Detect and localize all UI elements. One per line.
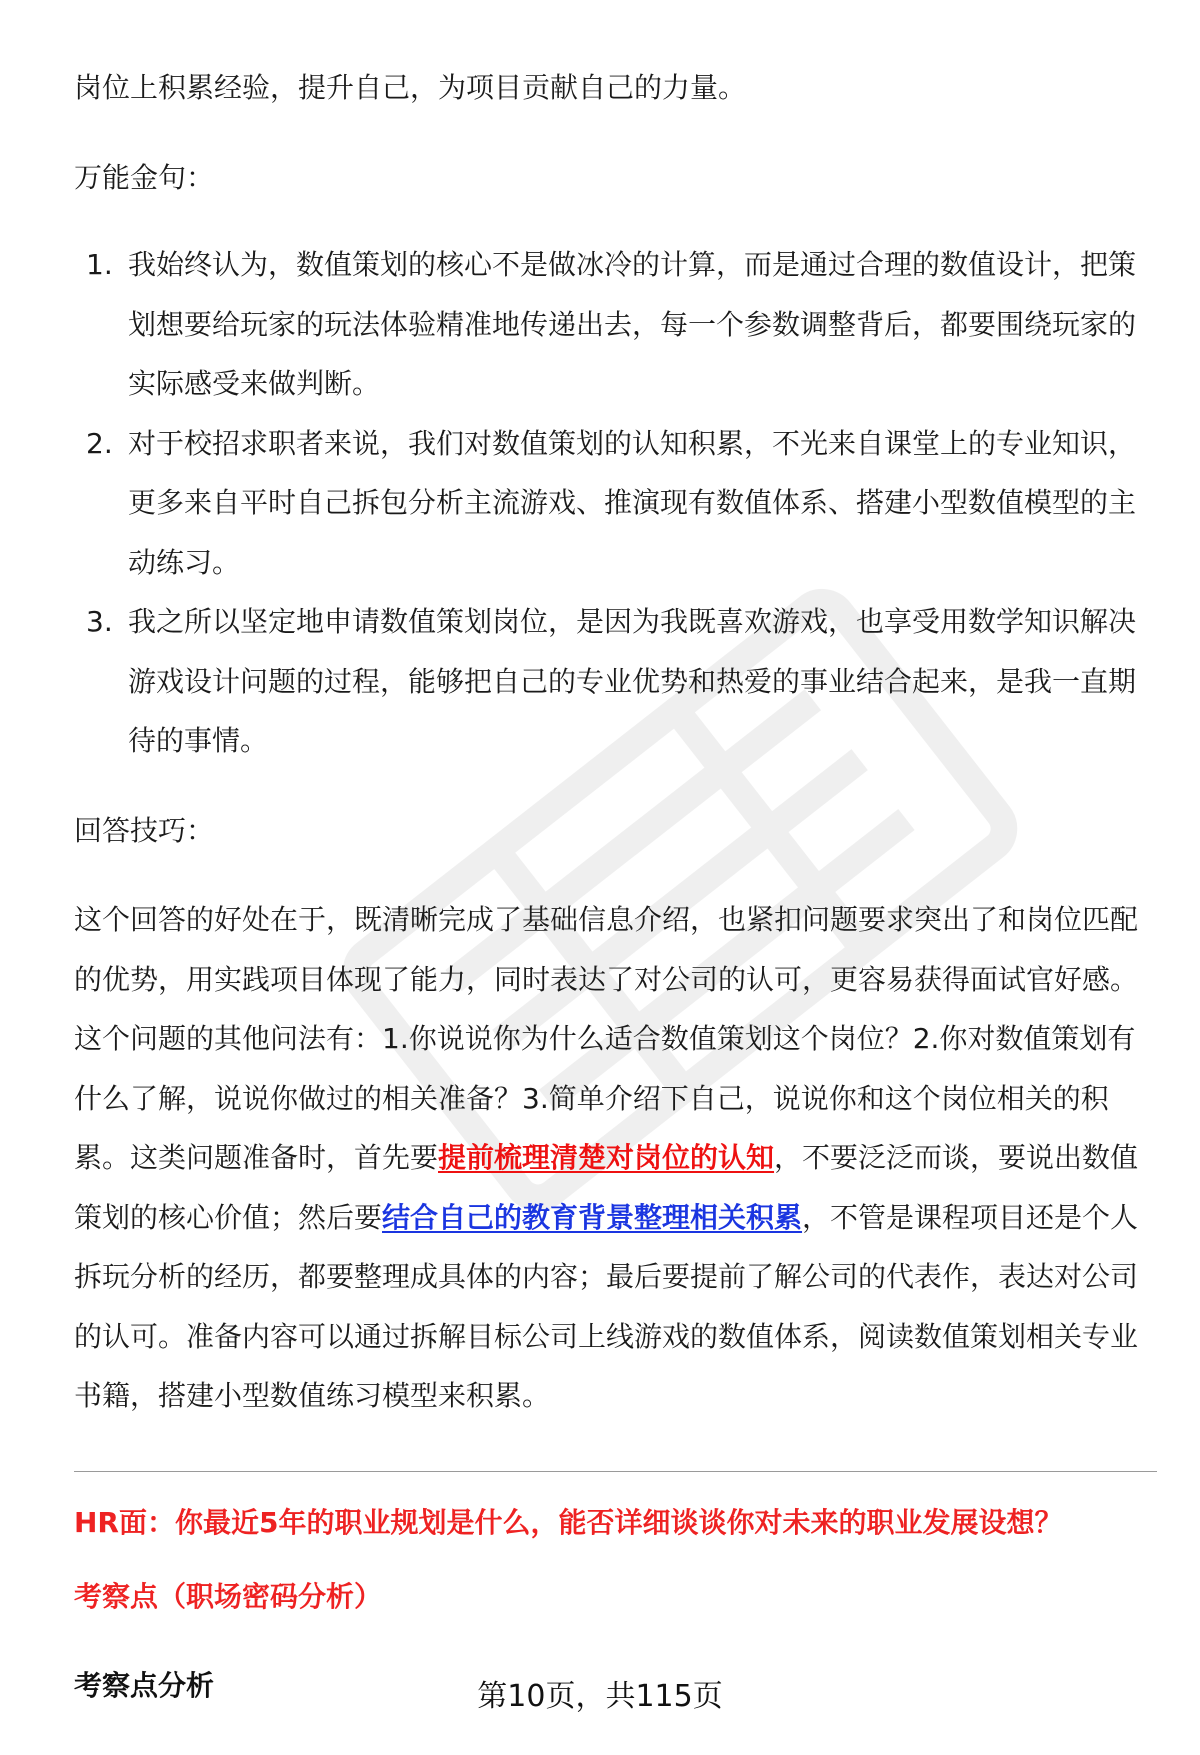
- list-item-text: 对于校招求职者来说，我们对数值策划的认知积累，不光来自课堂上的专业知识，更多来自平时自己拆包分析主流游戏、推演现有数值体系、搭建小型数值模型的主动练习。: [128, 426, 1137, 579]
- hr-question-heading: HR面：你最近5年的职业规划是什么，能否详细谈谈你对未来的职业发展设想？: [74, 1506, 1063, 1539]
- golden-sentences-list: [74, 235, 1146, 771]
- list-item: [74, 235, 1146, 414]
- list-item: [74, 592, 1146, 771]
- highlight-blue: 结合自己的教育背景整理相关积累: [382, 1200, 803, 1234]
- list-item-number: 3.: [86, 605, 113, 638]
- list-item-text: 我之所以坚定地申请数值策划岗位，是因为我既喜欢游戏，也享受用数学知识解决游戏设计问题的过程，能够把自己的专业优势和热爱的事业结合起来，是我一直期待的事情。: [128, 605, 1137, 757]
- tips-paragraph: [74, 890, 1146, 1426]
- list-item-number: 2.: [86, 426, 113, 460]
- exam-point-heading: 考察点（职场密码分析）: [74, 1580, 383, 1613]
- golden-sentences-heading: 万能金句：: [74, 160, 215, 194]
- highlight-red: 提前梳理清楚对岗位的认知: [438, 1141, 775, 1174]
- intro-line: 岗位上积累经验，提升自己，为项目贡献自己的力量。: [74, 71, 747, 104]
- tips-text-part1: 这个回答的好处在于，既清晰完成了基础信息介绍，也紧扣问题要求突出了和岗位匹配的优势，用实践项目体现了能力，同时表达了对公司的认可，更容易获得面试官好感。这个问题的其他问法有：1.你说说你为什么适合数值策划这个岗位？2.你对数值策划有什么了解，说说你做过的相关准备？3.简单介绍下自己，说说你和这个岗位相关的积累。这类问题准备时，首先要: [74, 903, 1139, 1174]
- tips-text-part2: ，不要泛泛而谈，要说出数值策划的核心价值；然后要: [74, 1141, 1139, 1234]
- page-number-footer: 第10页，共115页: [477, 1679, 723, 1714]
- list-item-number: 1.: [86, 248, 113, 281]
- tips-heading: 回答技巧：: [74, 813, 215, 847]
- main-content: [74, 58, 1146, 1426]
- exam-analysis-heading-text: 考察点分析: [74, 1669, 215, 1702]
- section-divider: [74, 1471, 1157, 1472]
- list-item: [74, 414, 1146, 593]
- list-item-text: 我始终认为，数值策划的核心不是做冰冷的计算，而是通过合理的数值设计，把策划想要给玩家的玩法体验精准地传递出去，每一个参数调整背后，都要围绕玩家的实际感受来做判断。: [128, 248, 1137, 400]
- tips-text-part3: ，不管是课程项目还是个人拆玩分析的经历，都要整理成具体的内容；最后要提前了解公司的代表作，表达对公司的认可。准备内容可以通过拆解目标公司上线游戏的数值体系，阅读数值策划相关专业书籍，搭建小型数值练习模型来积累。: [74, 1200, 1139, 1412]
